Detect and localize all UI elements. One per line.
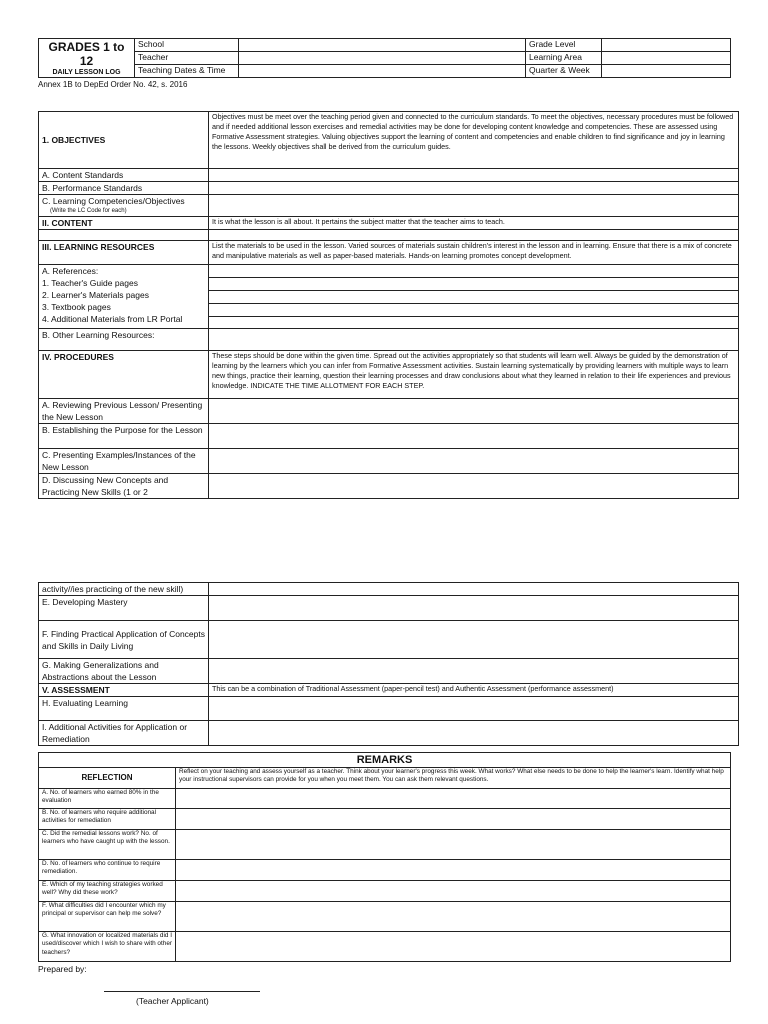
annex-note: Annex 1B to DepEd Order No. 42, s. 2016 bbox=[38, 80, 188, 89]
header-table bbox=[38, 38, 731, 78]
learning-competencies-label: C. Learning Competencies/Objectives bbox=[42, 196, 185, 206]
objectives-desc: Objectives must be meet over the teaching period given and connected to the curriculum standards. To meet the objectives, necessary procedures must be followed and if needed additional lesson exercises and remedial activities may be done for developing content knowledge and competencies. These are assessed using Formative Assessment strategies. Valuing objectives support the learning of content and competencies and enable children to find significance and joy in learning the lessons. Weekly objectives shall be derived from the curriculum guides. bbox=[209, 112, 739, 169]
proc-e-label: E. Developing Mastery bbox=[39, 596, 209, 621]
textbook-label: 3. Textbook pages bbox=[42, 302, 111, 312]
references-label: A. References: bbox=[42, 266, 99, 276]
school-label: School bbox=[135, 39, 239, 52]
grades-box bbox=[39, 39, 135, 78]
reflection-field-c[interactable] bbox=[176, 830, 731, 860]
reflection-field-f[interactable] bbox=[176, 902, 731, 932]
learning-area-field[interactable] bbox=[602, 52, 731, 65]
other-resources-label: B. Other Learning Resources: bbox=[39, 329, 209, 351]
teachers-guide-label: 1. Teacher's Guide pages bbox=[42, 278, 138, 288]
reflection-item-g: G. What innovation or localized materials did I used/discover which I wish to share with other teachers? bbox=[39, 932, 176, 962]
other-resources-field[interactable] bbox=[209, 329, 739, 351]
content-label: II. CONTENT bbox=[39, 217, 209, 230]
assessment-desc: This can be a combination of Traditional Assessment (paper-pencil test) and Authentic Assessment (performance assessment) bbox=[209, 684, 739, 697]
proc-i-label: I. Additional Activities for Application or Remediation bbox=[39, 721, 209, 746]
lr-portal-label: 4. Additional Materials from LR Portal bbox=[42, 314, 183, 324]
teacher-label: Teacher bbox=[135, 52, 239, 65]
learning-resources-desc: List the materials to be used in the lesson. Varied sources of materials sustain children's interest in the lesson and in learning. Ensure that there is a mix of concrete and manipulative materials as well as paper-based materials. Hands-on learning promotes concept development. bbox=[209, 241, 739, 265]
learners-materials-label: 2. Learner's Materials pages bbox=[42, 290, 149, 300]
references-cell bbox=[39, 265, 209, 329]
grade-level-field[interactable] bbox=[602, 39, 731, 52]
proc-e-field[interactable] bbox=[209, 596, 739, 621]
procedures-label: IV. PROCEDURES bbox=[39, 351, 209, 399]
proc-d-field[interactable] bbox=[209, 474, 739, 499]
lesson-log-table-continued bbox=[38, 582, 739, 746]
references-field[interactable] bbox=[209, 265, 738, 278]
reflection-item-d: D. No. of learners who continue to require remediation. bbox=[39, 860, 176, 881]
reflection-field-g[interactable] bbox=[176, 932, 731, 962]
performance-standards-label: B. Performance Standards bbox=[39, 182, 209, 195]
proc-a-label: A. Reviewing Previous Lesson/ Presenting the New Lesson bbox=[39, 399, 209, 424]
lesson-log-table bbox=[38, 111, 739, 499]
textbook-field[interactable] bbox=[209, 304, 738, 317]
content-field[interactable] bbox=[209, 230, 739, 241]
content-desc: It is what the lesson is all about. It pertains the subject matter that the teacher aims to teach. bbox=[209, 217, 739, 230]
lr-portal-field[interactable] bbox=[209, 317, 738, 328]
assessment-label: V. ASSESSMENT bbox=[39, 684, 209, 697]
objectives-label: 1. OBJECTIVES bbox=[39, 112, 209, 169]
proc-d-continued-field[interactable] bbox=[209, 583, 739, 596]
reflection-item-a: A. No. of learners who earned 80% in the evaluation bbox=[39, 789, 176, 809]
quarter-week-label: Quarter & Week bbox=[526, 65, 602, 78]
school-field[interactable] bbox=[239, 39, 526, 52]
proc-c-field[interactable] bbox=[209, 449, 739, 474]
remarks-title: REMARKS bbox=[39, 753, 731, 768]
teacher-field[interactable] bbox=[239, 52, 526, 65]
proc-c-label: C. Presenting Examples/Instances of the New Lesson bbox=[39, 449, 209, 474]
daily-lesson-log-subtitle: DAILY LESSON LOG bbox=[52, 68, 121, 76]
grade-level-label: Grade Level bbox=[526, 39, 602, 52]
proc-f-field[interactable] bbox=[209, 621, 739, 659]
references-fields bbox=[209, 265, 739, 329]
proc-g-label: G. Making Generalizations and Abstractions about the Lesson bbox=[39, 659, 209, 684]
procedures-desc: These steps should be done within the given time. Spread out the activities appropriately so that students will learn well. Always be guided by the demonstration of learning by the learners which you can infer from Formative Assessment activities. Sustain learning systematically by providing learners with multiple ways to learn new things, practice their learning, question their learning processes and draw conclusions about what they learned in relation to their life experiences and previous knowledge. INDICATE THE TIME ALLOTMENT FOR EACH STEP. bbox=[209, 351, 739, 399]
reflection-field-a[interactable] bbox=[176, 789, 731, 809]
reflection-item-e: E. Which of my teaching strategies worked well? Why did these work? bbox=[39, 881, 176, 902]
learning-competencies-field[interactable] bbox=[209, 195, 739, 217]
content-spacer bbox=[39, 230, 209, 241]
proc-f-label: F. Finding Practical Application of Concepts and Skills in Daily Living bbox=[39, 621, 209, 659]
reflection-label: REFLECTION bbox=[39, 768, 176, 789]
content-standards-label: A. Content Standards bbox=[39, 169, 209, 182]
teacher-applicant-label: (Teacher Applicant) bbox=[136, 996, 209, 1006]
proc-i-field[interactable] bbox=[209, 721, 739, 746]
learners-materials-field[interactable] bbox=[209, 291, 738, 304]
signature-line[interactable] bbox=[104, 991, 260, 992]
teaching-dates-label: Teaching Dates & Time bbox=[135, 65, 239, 78]
teaching-dates-field[interactable] bbox=[239, 65, 526, 78]
proc-g-field[interactable] bbox=[209, 659, 739, 684]
proc-b-label: B. Establishing the Purpose for the Lesson bbox=[39, 424, 209, 449]
reflection-field-e[interactable] bbox=[176, 881, 731, 902]
grades-title: GRADES 1 to 12 bbox=[48, 39, 125, 68]
remarks-table bbox=[38, 752, 731, 962]
reflection-desc: Reflect on your teaching and assess yourself as a teacher. Think about your learner's progress this week. What works? What else needs to be done to help the learner's learn. Identify what help your instructional supervisors can provide for you when you meet them. You can ask them relevant questions. bbox=[176, 768, 731, 789]
proc-h-label: H. Evaluating Learning bbox=[39, 697, 209, 721]
reflection-item-f: F. What difficulties did I encounter which my principal or supervisor can help me solve? bbox=[39, 902, 176, 932]
prepared-by-label: Prepared by: bbox=[38, 964, 87, 974]
learning-area-label: Learning Area bbox=[526, 52, 602, 65]
reflection-field-d[interactable] bbox=[176, 860, 731, 881]
lc-code-note: (Write the LC Code for each) bbox=[50, 208, 127, 214]
proc-d-label: D. Discussing New Concepts and Practicing New Skills (1 or 2 bbox=[39, 474, 209, 499]
quarter-week-field[interactable] bbox=[602, 65, 731, 78]
proc-d-continued-label: activity//ies practicing of the new skill) bbox=[39, 583, 209, 596]
learning-competencies-cell bbox=[39, 195, 209, 217]
learning-resources-label: III. LEARNING RESOURCES bbox=[39, 241, 209, 265]
content-standards-field[interactable] bbox=[209, 169, 739, 182]
reflection-item-b: B. No. of learners who require additional activities for remediation bbox=[39, 809, 176, 830]
reflection-item-c: C. Did the remedial lessons work? No. of learners who have caught up with the lesson. bbox=[39, 830, 176, 860]
proc-b-field[interactable] bbox=[209, 424, 739, 449]
teachers-guide-field[interactable] bbox=[209, 278, 738, 291]
performance-standards-field[interactable] bbox=[209, 182, 739, 195]
proc-h-field[interactable] bbox=[209, 697, 739, 721]
proc-a-field[interactable] bbox=[209, 399, 739, 424]
reflection-field-b[interactable] bbox=[176, 809, 731, 830]
